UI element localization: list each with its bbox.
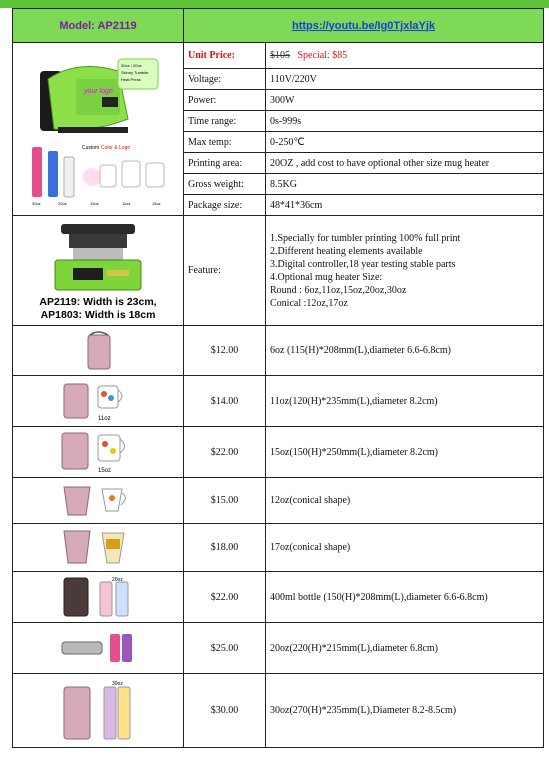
heater-30oz-image [56,679,140,743]
heater-image-cell [13,376,184,427]
heater-desc: 6oz (115(H)*208mm(L),diameter 6.6-6.8cm) [266,326,544,376]
spec-label: Gross weight: [184,174,266,195]
heater-price: $12.00 [184,326,266,376]
heat-press-machine-image [43,220,153,296]
spec-label: Power: [184,90,266,111]
heater-desc: 30oz(270(H)*235mm(L),Diameter 8.2-8.5cm) [266,674,544,748]
heater-price: $18.00 [184,524,266,572]
heater-price: $22.00 [184,572,266,623]
spec-value: 48*41*36cm [266,195,544,216]
heater-price: $30.00 [184,674,266,748]
spec-value: 110V/220V [266,69,544,90]
top-green-strip [0,0,549,8]
custom-label-highlight: Color & Logo [101,145,131,151]
heater-size-tag: 20oz [112,577,123,583]
heater-row [13,674,544,748]
size-label-5: 15oz [152,201,161,206]
heater-image-cell [13,572,184,623]
heater-row [13,376,544,427]
heater-row [13,427,544,478]
heater-desc: 12oz(conical shape) [266,478,544,524]
model-label: Model: AP2119 [13,9,184,43]
machine-image-cell [13,216,184,326]
heater-image-cell [13,524,184,572]
heater-400ml-bottle-image [56,574,140,620]
heater-image-cell [13,674,184,748]
video-link[interactable]: https://youtu.be/Ig0TjxlaYjk [184,9,544,43]
header-row [13,9,544,43]
promo-box-text-2: Skinny Tumbler [121,70,149,75]
heater-size-tag: 11oz [98,416,111,422]
heater-desc: 17oz(conical shape) [266,524,544,572]
heater-6oz-image [78,329,118,373]
spec-label: Voltage: [184,69,266,90]
heater-image-cell [13,478,184,524]
feature-line: 4.Optional mug heater Size: [270,271,383,283]
size-label-3: 15oz [90,201,99,206]
heater-price: $25.00 [184,623,266,674]
machine-caption-2: AP1803: Width is 18cm [40,308,156,321]
unit-price-row [13,43,544,69]
feature-label: Feature: [184,216,266,326]
heater-15oz-image [56,429,140,475]
heater-desc: 15oz(150(H)*250mm(L),diameter 8.2cm) [266,427,544,478]
promo-box-text-1: 30oz / 20oz [121,63,142,68]
feature-line: Conical :12oz,17oz [270,297,348,309]
heater-price: $22.00 [184,427,266,478]
heater-size-tag: 15oz [98,468,112,474]
heater-desc: 400ml bottle (150(H)*208mm(L),diameter 6.6-6.8cm) [266,572,544,623]
heater-row [13,623,544,674]
heater-desc: 20oz(220(H)*215mm(L),diameter 6.8cm) [266,623,544,674]
feature-list [266,216,544,326]
spec-label: Max temp: [184,132,266,153]
heater-17oz-conical-image [56,527,140,569]
size-label-2: 20oz [58,201,67,206]
spec-value: 20OZ , add cost to have optional other size mug heater [266,153,544,174]
spec-value: 300W [266,90,544,111]
spec-label: Time range: [184,111,266,132]
feature-line: 1.Specially for tumbler printing 100% full print [270,232,461,244]
heater-image-cell [13,623,184,674]
old-price: $105 [270,50,290,61]
spec-value: 8.5KG [266,174,544,195]
heater-price: $15.00 [184,478,266,524]
spec-label: Package size: [184,195,266,216]
heater-size-tag: 30oz [112,680,123,687]
size-label-1: 30oz [32,201,41,206]
heater-11oz-image [58,378,138,424]
product-table [12,8,544,748]
heater-row [13,524,544,572]
promo-box-text-3: Heat Press [121,77,141,82]
heater-12oz-conical-image [56,481,140,521]
heat-press-promo-image [18,49,178,209]
size-label-4: 11oz [122,201,131,206]
spec-sheet [12,8,543,760]
feature-row [13,216,544,326]
screen-logo-text: your logo [84,88,113,95]
spec-label: Printing area: [184,153,266,174]
promo-image-cell [13,43,184,216]
heater-20oz-image [56,628,140,668]
feature-line: 2.Different heating elements available [270,245,423,257]
heater-image-cell [13,326,184,376]
special-price: Special: $85 [297,50,348,61]
machine-caption-1: AP2119: Width is 23cm, [39,295,157,308]
spec-value: 0-250℃ [266,132,544,153]
heater-desc: 11oz(120(H)*235mm(L),diameter 8.2cm) [266,376,544,427]
heater-row [13,572,544,623]
feature-line: 3.Digital controller,18 year testing stable parts [270,258,456,270]
feature-line: Round : 6oz,11oz,15oz,20oz,30oz [270,284,407,296]
custom-label-prefix: Custom [82,145,100,151]
heater-price: $14.00 [184,376,266,427]
spec-value: 0s-999s [266,111,544,132]
unit-price-value [266,43,544,69]
heater-row [13,326,544,376]
unit-price-label: Unit Price: [184,43,266,69]
heater-image-cell [13,427,184,478]
heater-row [13,478,544,524]
